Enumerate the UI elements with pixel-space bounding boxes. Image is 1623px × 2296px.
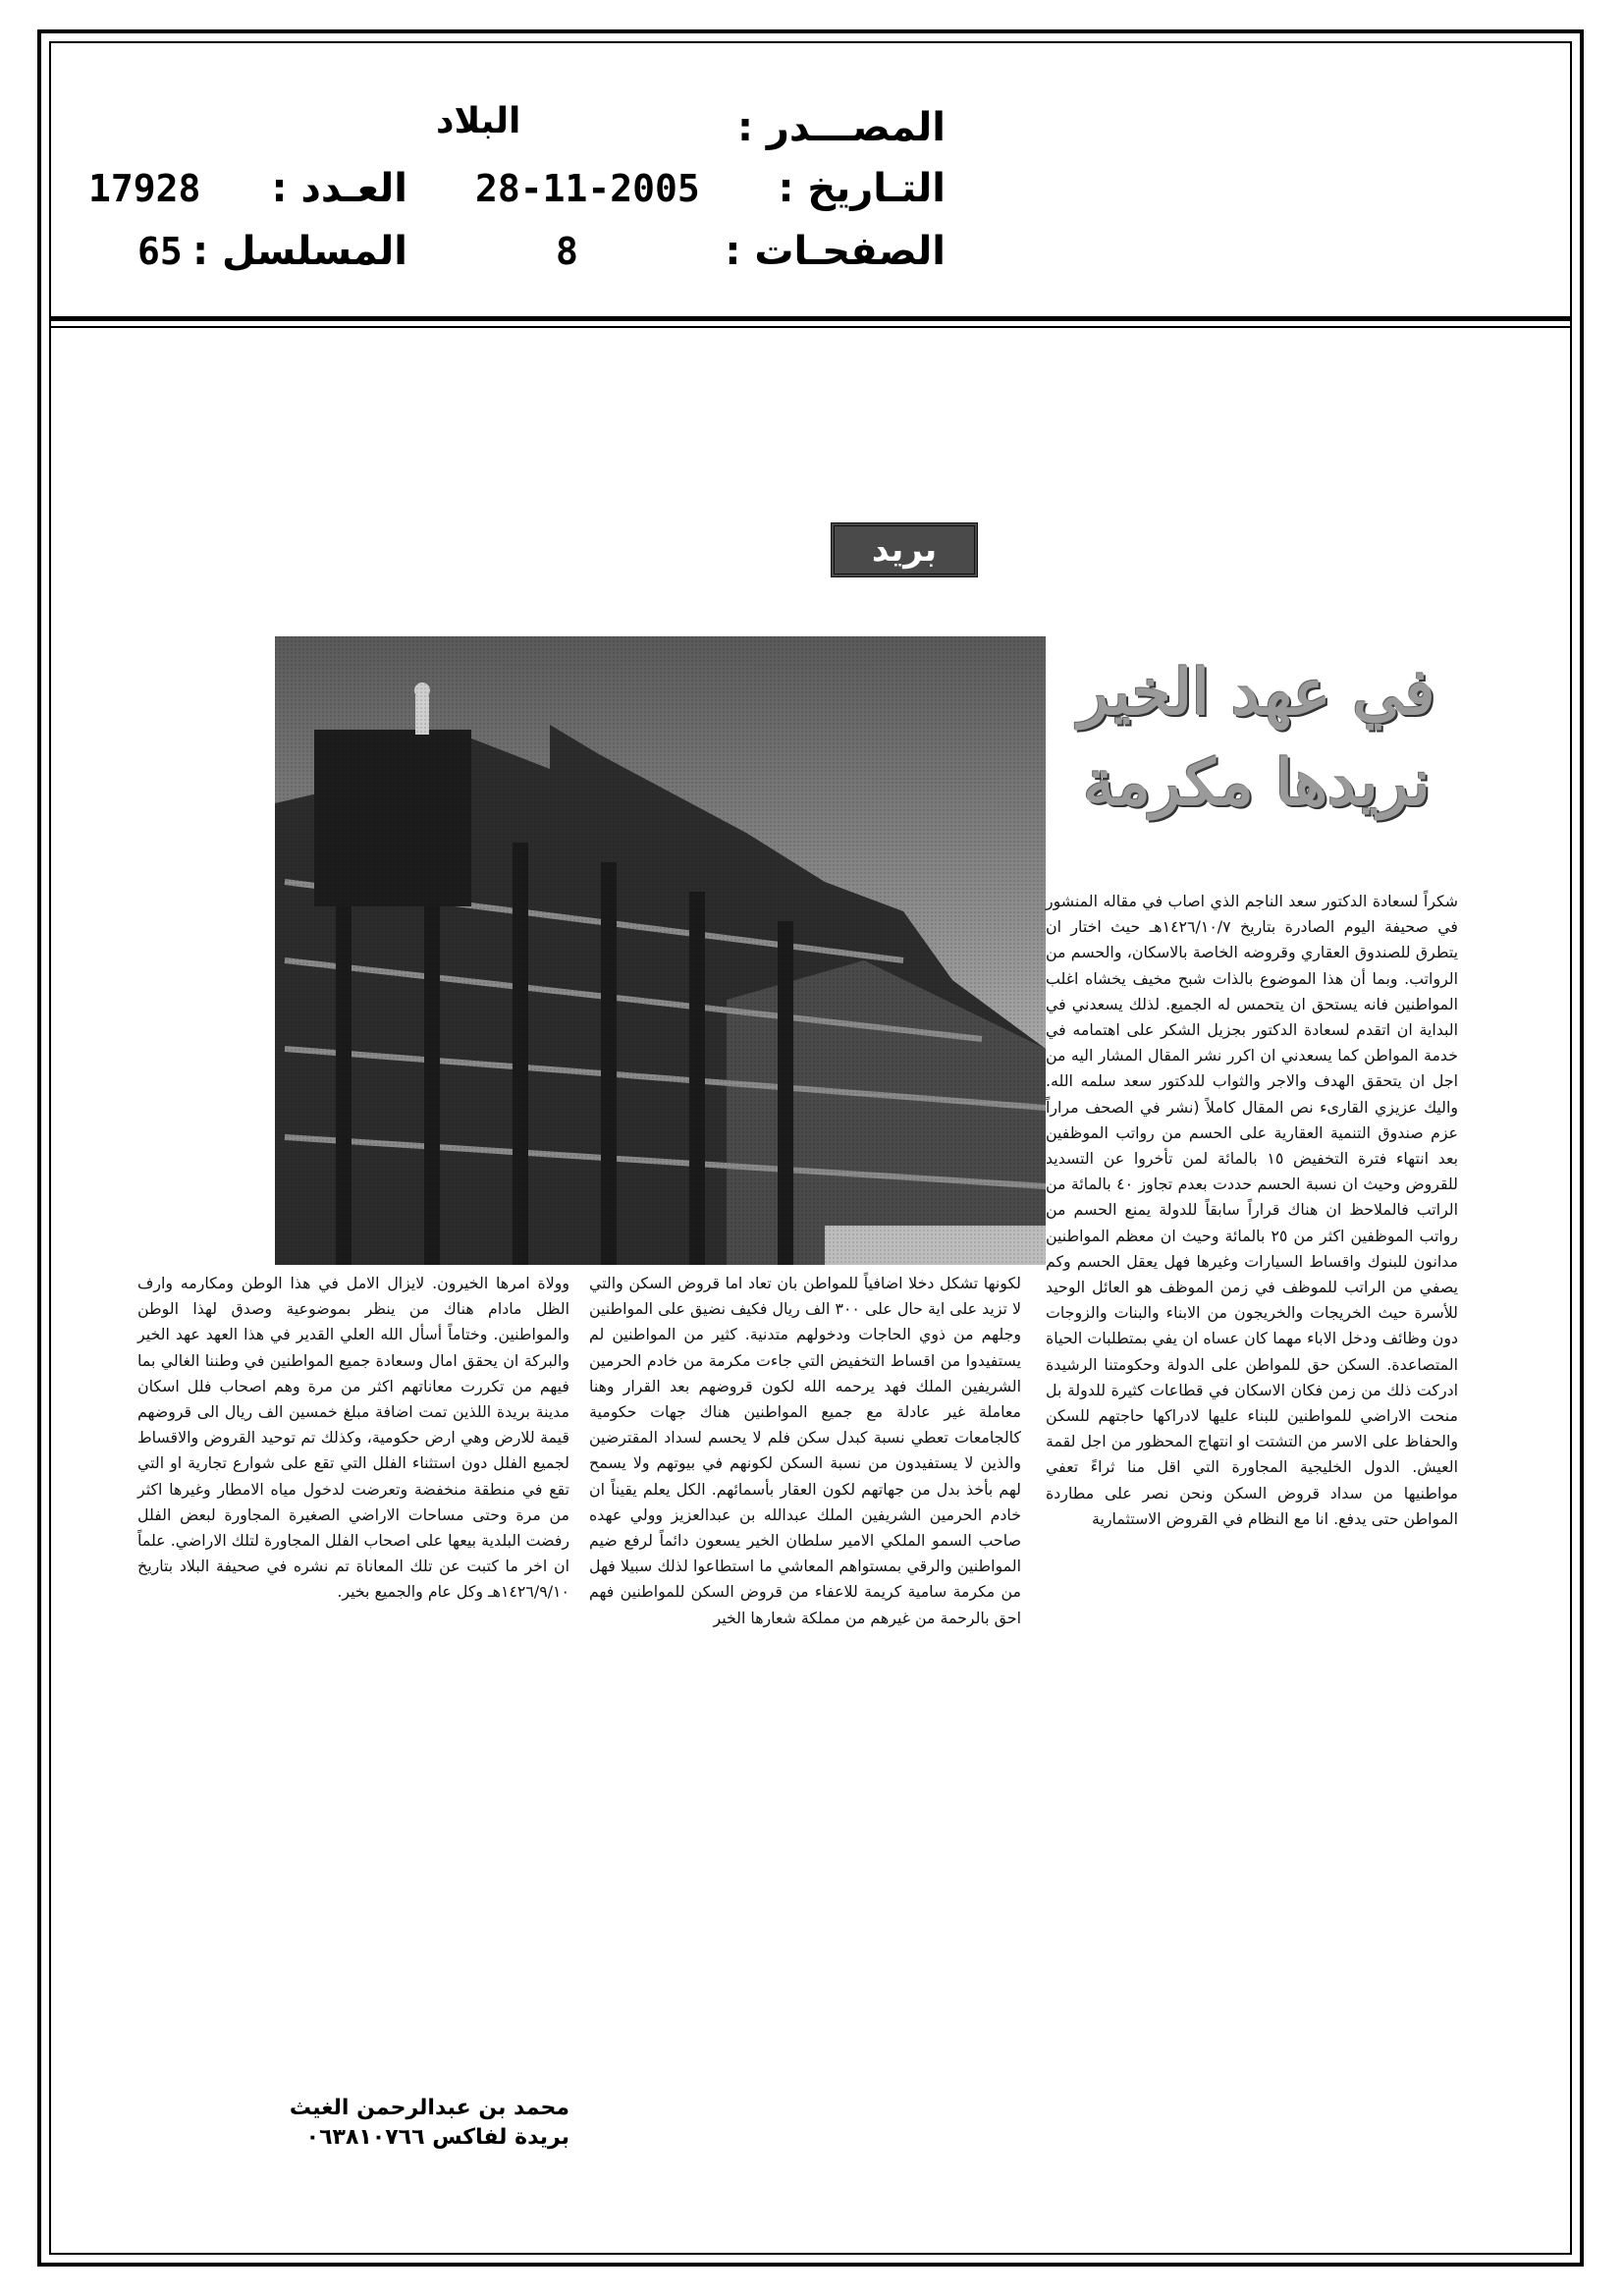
article-text-right: شكراً لسعادة الدكتور سعد الناجم الذي اصاب في مقاله المنشور في صحيفة اليوم الصادرة بتاريخ ١٤٢٦/١٠/٧هـ حيث اختار ان يتطرق للصندوق العقاري وقروضه الخاصة بالاسكان، والحسم من الرواتب. وبما أن هذا الموضوع بالذات شبح مخيف يخشاه اغلب المواطنين فانه يستحق ان يتحمس له الجميع. لذلك يسعدني في البداية ان اتقدم لسعادة الدكتور بجزيل الشكر على اهتمامه في خدمة المواطن كما يسعدني ان اكرر نشر المقال المشار اليه من اجل ان يتحقق الهدف والاجر والثواب للدكتور سعد سلمه الله. واليك عزيزي القارىء نص المقال كاملاً (نشر في الصحف مراراً عزم صندوق التنمية العقارية على الحسم من رواتب الموظفين بعد انتهاء فترة التخفيض ١٥ بالمائة لمن تأخروا عن التسديد للقروض وحيث ان نسبة الحسم حددت بعدم تجاوز ٤٠ بالمائة من الراتب فالملاحظ ان هناك قراراً سابقاً للدولة يمنع الحسم من رواتب الموظفين اكثر من ٢٥ بالمائة وحيث ان معظم المواطنين مدانون للبنوك واقساط السيارات وغيرها فهل يعقل الحسم وكم يصفي من الراتب للموظف في زمن الموظف هو العائل الوحيد للأسرة حيث الخريجات والخريجون من الابناء والبنات والزوجات دون وظائف ودخل الاباء مهما كان عساه ان يفي بمتطلبات الحياة المتصاعدة. السكن حق للمواطن على الدولة وحكومتنا الرشيدة ادركت ذلك من زمن فكان الاسكان في قطاعات كثيرة للدولة بل منحت الاراضي للمواطنين للبناء عليها لادراكها حاجتهم للسكن والحفاظ على الاسر من التشتت او انتهاج المحظور من اجل لقمة العيش. الدول الخليجية المجاورة التي اقل منا ثراءً تعفي مواطنيها من سداد قروض السكن ونحن نصر على مطاردة المواطن حتى يدفع. انا مع النظام في القروض الاستثمارية [1046, 892, 1458, 1528]
issue-value: 17928 [88, 167, 201, 210]
article-column-right [1046, 889, 1458, 1532]
pages-value: 8 [556, 230, 578, 273]
author-contact: بريدة لفاكس ٠٦٣٨١٠٧٦٦ [305, 2125, 569, 2150]
headline-line-1: في عهد الخير [1078, 656, 1435, 730]
article-column-middle [589, 1271, 1021, 1631]
article-headline [1060, 648, 1453, 829]
source-value: البلاد [436, 101, 521, 141]
article-text-middle: لكونها تشكل دخلا اضافياً للمواطن بان تعاد اما قروض السكن والتي لا تزيد على اية حال على ٣٠٠ الف ريال فكيف نضيق على المواطنين وجلهم من ذوي الحاجات ودخولهم متدنية. كثير من المواطنين لم يستفيدوا من اقساط التخفيض التي جاءت مكرمة من خادم الحرمين الشريفين الملك فهد يرحمه الله لكون قروضهم بعد القرار وهنا معاملة غير عادلة مع جميع المواطنين هناك جهات حكومية كالجامعات تعطي نسبة كبدل سكن فلم لا يحسم لسداد المقترضين والذين لا يستفيدون من نسبة السكن لكونهم في بيوتهم ولا يسمح لهم بأخذ بدل من جهاتهم لكون العقار بأسمائهم. الكل يعلم يقيناً ان خادم الحرمين الشريفين الملك عبدالله بن عبدالعزيز وولي عهده صاحب السمو الملكي الامير سلطان الخير يسعون دائماً لرفع ضيم المواطنين والرقي بمستواهم المعاشي ما استطاعوا لذلك سبيلا فهل من مكرمة سامية كريمة للاعفاء من قروض السكن للمواطنين فهم احق بالرحمة من غيرهم من مملكة شعارها الخير [589, 1274, 1021, 1627]
header-divider [49, 316, 1572, 321]
author-name: محمد بن عبدالرحمن الغيث [289, 2096, 569, 2120]
headline-line-2: نريدها مكرمة [1083, 746, 1431, 820]
construction-photo-graphic [137, 636, 1046, 1265]
source-label: المصـــدر : [736, 105, 946, 150]
article-text-left: وولاة امرها الخيرون. لايزال الامل في هذا الوطن ومكارمه وارف الظل مادام هناك من ينظر بموضوعية وصدق لهذا الوطن والمواطنين. وختاماً أسأل الله العلي القدير في هذا العهد عهد الخير والبركة ان يحقق امال وسعادة جميع المواطنين في وطننا الغالي بما فيهم من تكررت معاناتهم اكثر من مرة وهم اصحاب فلل اسكان مدينة بريدة اللذين تمت اضافة مبلغ خمسين الف ريال الى قروضهم قيمة للارض وهي ارض حكومية، وكذلك تم توحيد القروض والاقساط لجميع الفلل دون استثناء الفلل التي تقع على شوارع تجارية او التي تقع في منطقة منخفضة وتعرضت لدخول مياه الامطار وغيرها اكثر من مرة وحتى مساحات الاراضي الصغيرة المجاورة لبعض الفلل رفضت البلدية بيعها على اصحاب الفلل المجاورة لتلك الاراضي. علماً ان اخر ما كتبت عن تلك المعاناة تم نشره في صحيفة البلاد بتاريخ ١٤٢٦/٩/١٠هـ وكل عام والجميع بخير. [137, 1274, 569, 1602]
pages-label: الصفحـات : [725, 229, 946, 274]
construction-photo [137, 636, 1046, 1265]
section-tag: بريد [831, 522, 978, 577]
serial-label: المسلسل : [192, 229, 407, 274]
author-signature [137, 2094, 569, 2153]
date-value: 28-11-2005 [475, 167, 700, 210]
issue-label: العـدد : [271, 166, 407, 211]
article-column-left [137, 1271, 569, 1606]
header-divider-thin [49, 326, 1572, 328]
date-label: التـاريخ : [778, 166, 946, 211]
serial-value: 65 [137, 230, 183, 273]
